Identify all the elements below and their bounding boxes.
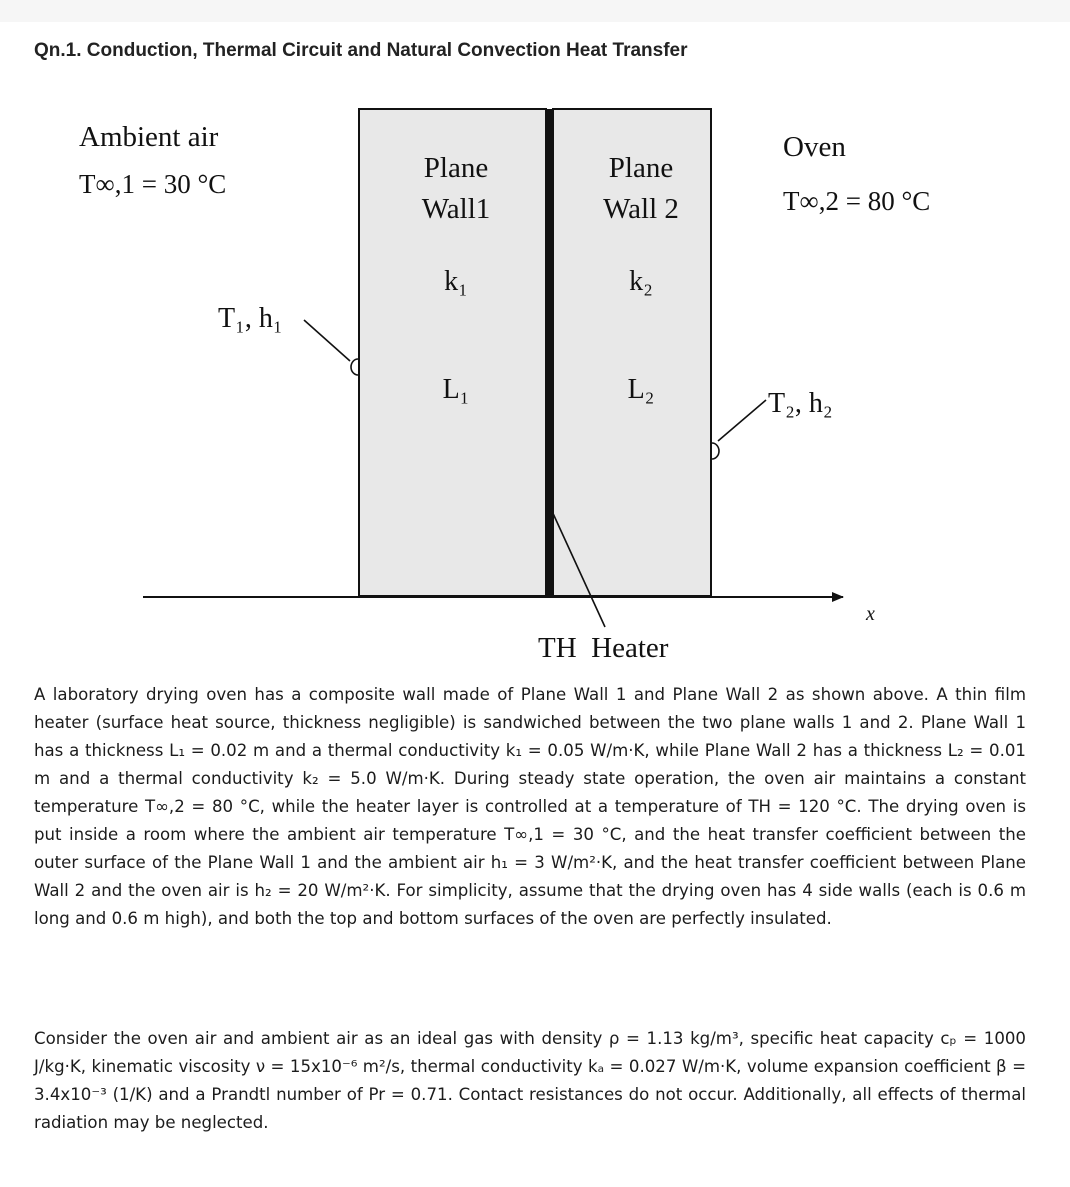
wall1-title-line2: Wall1 <box>421 193 491 225</box>
surface1-leader-line <box>304 320 350 361</box>
problem-description-paragraph: A laboratory drying oven has a composite wall made of Plane Wall 1 and Plane Wall 2 as shown above. A thin film heater (surface heat source, thickness negligible) is sandwiched between the two plane walls 1 and 2. Plane Wall 1 has a thickness L₁ = 0.02 m and a thermal conductivity k₁ = 0.05 W/m·K, while Plane Wall 2 has a thickness L₂ = 0.01 m and a thermal conductivity k₂ = 5.0 W/m·K. During steady state operation, the oven air maintains a constant temperature T∞,2 = 80 °C, while the heater layer is controlled at a temperature of TH = 120 °C. The drying oven is put inside a room where the ambient air temperature T∞,1 = 30 °C, and the heat transfer coefficient between the outer surface of the Plane Wall 1 and the ambient air h₁ = 3 W/m²·K, and the heat transfer coefficient between Plane Wall 2 and the oven air is h₂ = 20 W/m²·K. For simplicity, assume that the drying oven has 4 side walls (each is 0.6 m long and 0.6 m high), and both the top and bottom surfaces of the oven are perfectly insulated. <box>34 685 1026 928</box>
surface2-marker <box>712 443 719 459</box>
surface1-label: T₁, h₁ <box>218 303 283 334</box>
surface2-leader-line <box>718 400 766 441</box>
wall1-conductivity-label: k₁ <box>444 266 468 297</box>
surface1-marker <box>351 359 358 375</box>
heater-label: TH Heater <box>538 632 669 664</box>
heater-film <box>545 109 553 596</box>
ambient-temperature-label: T∞,1 = 30 °C <box>79 169 227 199</box>
surface2-label: T₂, h₂ <box>768 388 833 419</box>
oven-label: Oven <box>783 131 846 163</box>
wall2-conductivity-label: k₂ <box>629 266 653 297</box>
wall1-title-line1: Plane <box>423 152 489 184</box>
fluid-properties-paragraph: Consider the oven air and ambient air as an ideal gas with density ρ = 1.13 kg/m³, specific heat capacity cₚ = 1000 J/kg·K, kinematic viscosity ν = 15x10⁻⁶ m²/s, thermal conductivity kₐ = 0.027 W/m·K, volume expansion coefficient β = 3.4x10⁻³ (1/K) and a Prandtl number of Pr = 0.71. Contact resistances do not occur. Additionally, all effects of thermal radiation may be neglected. <box>34 1029 1026 1132</box>
x-axis-label: x <box>866 603 875 625</box>
wall2-title-line1: Plane <box>608 152 674 184</box>
wall1-thickness-label: L₁ <box>442 374 470 405</box>
ambient-air-label: Ambient air <box>79 121 219 153</box>
question-title: Qn.1. Conduction, Thermal Circuit and Natural Convection Heat Transfer <box>34 40 688 61</box>
wall2-thickness-label: L₂ <box>627 374 655 405</box>
wall2-title-line2: Wall 2 <box>603 193 679 225</box>
oven-temperature-label: T∞,2 = 80 °C <box>783 186 931 216</box>
